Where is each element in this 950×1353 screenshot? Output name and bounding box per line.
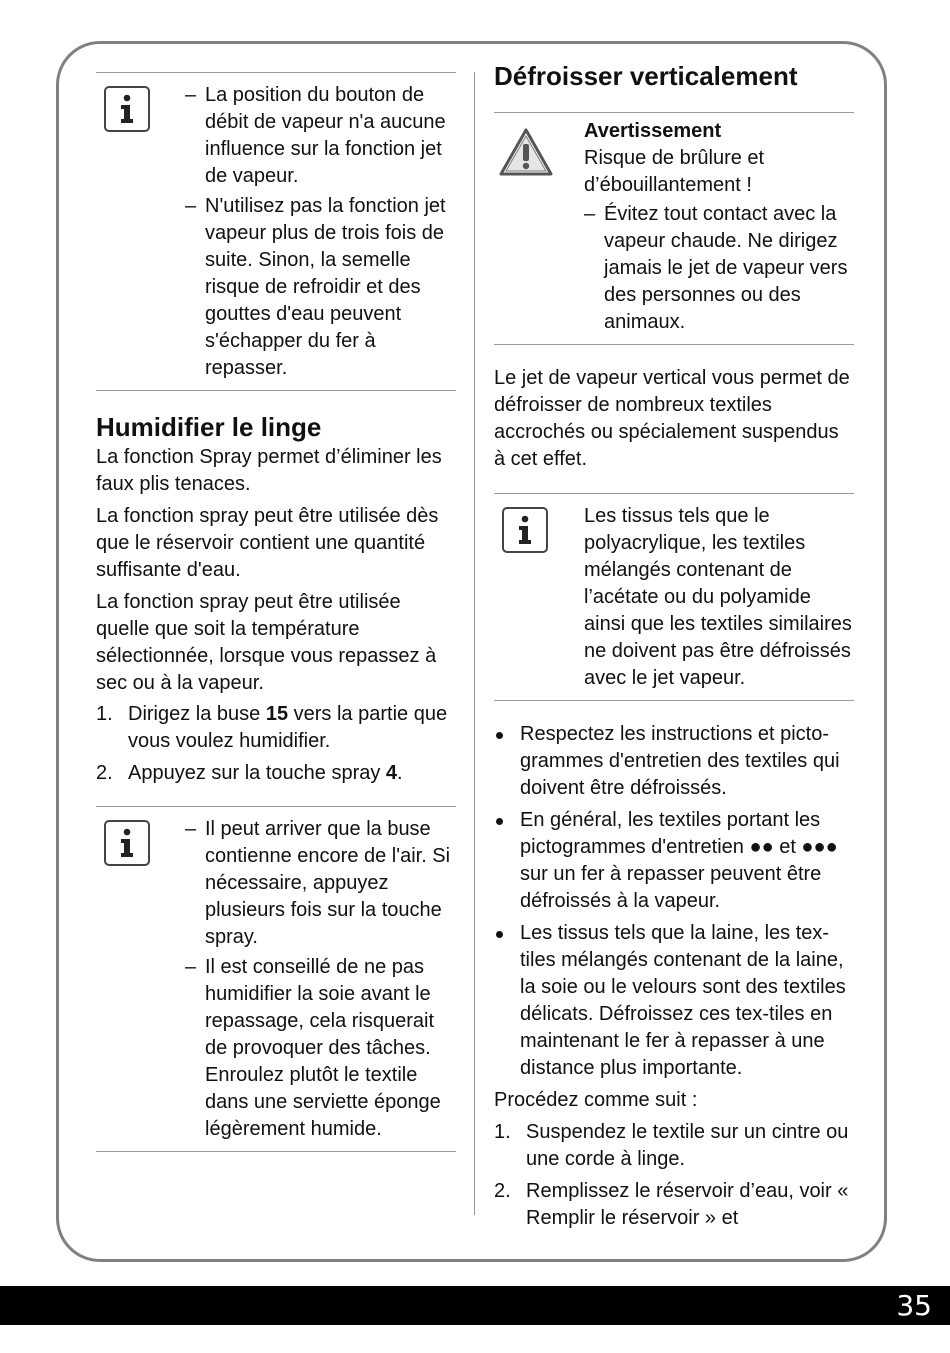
info-icon <box>502 507 548 553</box>
steps-list <box>96 701 456 787</box>
bullet-item: Respectez les instructions et picto-grammes d'entretien des textiles qui doivent être défroissés. <box>494 721 854 802</box>
step-item <box>494 1178 854 1232</box>
paragraph: La fonction spray peut être utilisée dès que le réservoir contient une quantité suffisante d'eau. <box>96 505 439 581</box>
step-item <box>96 701 456 755</box>
note-item: – N'utilisez pas la fonction jet vapeur plus de trois fois de suite. Sinon, la semelle risque de refroidir et des gouttes d'eau peuvent s'échapper du fer à repasser. <box>185 193 456 382</box>
step-text: Appuyez sur la touche spray <box>128 762 386 784</box>
step-number: 1. <box>494 1121 511 1143</box>
note-list <box>185 82 456 382</box>
procedure-intro: Procédez comme suit : <box>494 1089 698 1111</box>
warning-list <box>584 201 854 336</box>
paragraph: La fonction Spray permet d’éliminer les faux plis tenaces. <box>96 446 442 495</box>
bullet-list <box>494 721 854 1082</box>
warning-triangle-icon <box>498 127 554 185</box>
warning-item: – Évitez tout contact avec la vapeur chaude. Ne dirigez jamais le jet de vapeur vers des personnes ou des animaux. <box>584 201 854 336</box>
step-number: 2. <box>96 762 113 784</box>
step-item <box>96 760 456 787</box>
page-number: 35 <box>896 1289 932 1322</box>
note-item: – La position du bouton de débit de vapeur n'a aucune influence sur la fonction jet de vapeur. <box>185 82 456 190</box>
divider <box>96 1151 456 1152</box>
column-divider <box>474 72 475 1215</box>
info-note-fabrics <box>494 494 854 700</box>
step-text: vers la partie que vous voulez humidifier. <box>128 703 448 752</box>
info-note-spray <box>96 807 456 1151</box>
divider <box>494 344 854 345</box>
note-list <box>185 816 456 1143</box>
step-text: Suspendez le textile sur un cintre ou une corde à linge. <box>526 1121 849 1170</box>
paragraph: Le jet de vapeur vertical vous permet de défroisser de nombreux textiles accrochés ou spécialement suspendus à cet effet. <box>494 367 850 470</box>
step-text: . <box>397 762 403 784</box>
info-icon <box>104 820 150 866</box>
bullet-item: En général, les textiles portant les pictogrammes d'entretien ●● et ●●● sur un fer à repasser peuvent être défroissés à la vapeur. <box>494 807 854 915</box>
bullet-item: Les tissus tels que la laine, les tex-tiles mélangés contenant de la laine, la soie ou le velours sont des textiles délicats. Défroissez ces tex-tiles en maintenant le fer à repasser à une distance plus importante. <box>494 920 854 1082</box>
note-item: – Il est conseillé de ne pas humidifier la soie avant le repassage, cela risquerait de provoquer des tâches. Enroulez plutôt le textile dans une serviette éponge légèrement humide. <box>185 954 456 1143</box>
info-note-steam-jet <box>96 73 456 390</box>
step-number: 1. <box>96 703 113 725</box>
warning-box <box>494 113 854 344</box>
paragraph: La fonction spray peut être utilisée quelle que soit la température sélectionnée, lorsque vous repassez à sec ou à la vapeur. <box>96 591 437 694</box>
divider <box>494 700 854 701</box>
info-icon <box>104 86 150 132</box>
section-title-vertical: Défroisser verticalement <box>494 61 798 91</box>
divider <box>96 390 456 391</box>
step-item <box>494 1119 854 1173</box>
right-column <box>494 60 854 1232</box>
step-text: Remplissez le réservoir d’eau, voir « Remplir le réservoir » et <box>526 1180 849 1229</box>
warning-text: Risque de brûlure et d’ébouillantement ! <box>584 147 765 196</box>
note-item: – Il peut arriver que la buse contienne encore de l'air. Si nécessaire, appuyez plusieurs fois sur la touche spray. <box>185 816 456 951</box>
left-column <box>96 72 456 1152</box>
steps-list <box>494 1119 854 1232</box>
section-title-humidify: Humidifier le linge <box>96 412 322 442</box>
part-number: 4 <box>385 762 398 784</box>
warning-heading: Avertissement <box>584 120 722 142</box>
step-number: 2. <box>494 1180 511 1202</box>
part-number: 15 <box>265 703 289 725</box>
footer-bar <box>0 1286 950 1325</box>
note-text: Les tissus tels que le polyacrylique, les textiles mélangés contenant de l’acétate ou du polyamide ainsi que les textiles similaires ne doivent pas être défroissés avec le jet vapeur. <box>584 505 852 689</box>
step-text: Dirigez la buse <box>128 703 266 725</box>
